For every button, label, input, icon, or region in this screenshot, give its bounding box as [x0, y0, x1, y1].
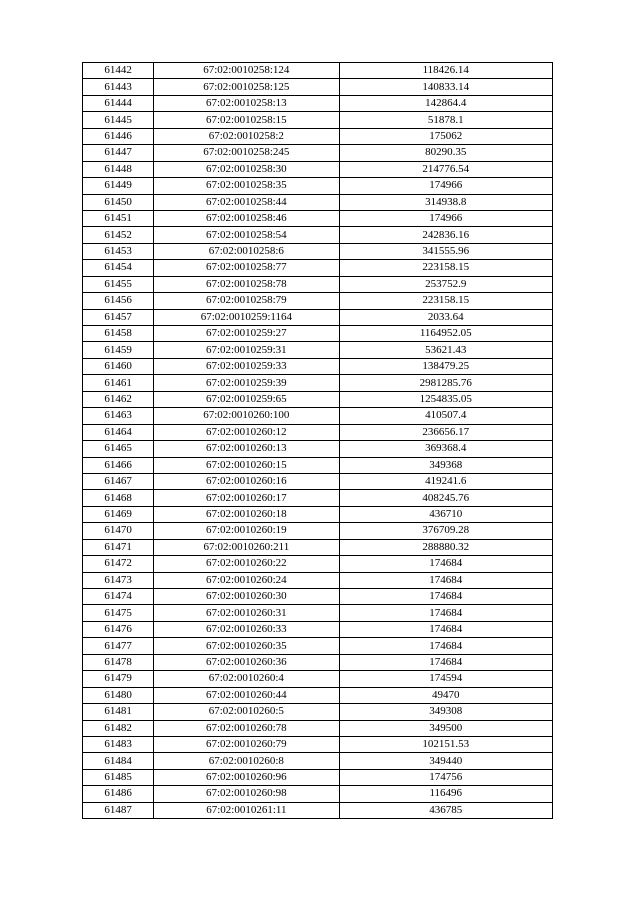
table-row: [83, 671, 553, 687]
value-cell: 341555.96: [339, 243, 552, 259]
cadastral-number-cell: 67:02:0010259:31: [154, 342, 339, 358]
table-row: [83, 408, 553, 424]
cadastral-number-cell: 67:02:0010260:98: [154, 786, 339, 802]
value-cell: 410507.4: [339, 408, 552, 424]
table-row: [83, 391, 553, 407]
value-cell: 174594: [339, 671, 552, 687]
table-row: [83, 572, 553, 588]
table-row: [83, 539, 553, 555]
cadastral-number-cell: 67:02:0010259:27: [154, 326, 339, 342]
table-row: [83, 802, 553, 818]
cadastral-number-cell: 67:02:0010260:19: [154, 523, 339, 539]
row-number-cell: 61459: [83, 342, 154, 358]
table-row: [83, 210, 553, 226]
value-cell: 253752.9: [339, 276, 552, 292]
cadastral-number-cell: 67:02:0010258:44: [154, 194, 339, 210]
value-cell: 419241.6: [339, 473, 552, 489]
row-number-cell: 61458: [83, 326, 154, 342]
row-number-cell: 61476: [83, 621, 154, 637]
cadastral-number-cell: 67:02:0010260:36: [154, 654, 339, 670]
table-row: [83, 112, 553, 128]
value-cell: 49470: [339, 687, 552, 703]
row-number-cell: 61481: [83, 704, 154, 720]
table-row: [83, 293, 553, 309]
value-cell: 140833.14: [339, 79, 552, 95]
cadastral-number-cell: 67:02:0010260:44: [154, 687, 339, 703]
value-cell: 174966: [339, 210, 552, 226]
cadastral-number-cell: 67:02:0010260:15: [154, 457, 339, 473]
cadastral-number-cell: 67:02:0010260:79: [154, 736, 339, 752]
row-number-cell: 61461: [83, 375, 154, 391]
row-number-cell: 61446: [83, 128, 154, 144]
cadastral-number-cell: 67:02:0010261:11: [154, 802, 339, 818]
table-row: [83, 309, 553, 325]
table-row: [83, 490, 553, 506]
cadastral-number-cell: 67:02:0010260:100: [154, 408, 339, 424]
value-cell: 349368: [339, 457, 552, 473]
cadastral-number-cell: 67:02:0010259:39: [154, 375, 339, 391]
value-cell: 174684: [339, 589, 552, 605]
cadastral-number-cell: 67:02:0010260:18: [154, 506, 339, 522]
row-number-cell: 61453: [83, 243, 154, 259]
value-cell: 116496: [339, 786, 552, 802]
cadastral-number-cell: 67:02:0010260:8: [154, 753, 339, 769]
table-row: [83, 276, 553, 292]
table-row: [83, 145, 553, 161]
row-number-cell: 61457: [83, 309, 154, 325]
value-cell: 436710: [339, 506, 552, 522]
table-row: [83, 194, 553, 210]
row-number-cell: 61472: [83, 556, 154, 572]
cadastral-number-cell: 67:02:0010260:24: [154, 572, 339, 588]
value-cell: 2033.64: [339, 309, 552, 325]
row-number-cell: 61448: [83, 161, 154, 177]
row-number-cell: 61454: [83, 260, 154, 276]
table-row: [83, 605, 553, 621]
table-row: [83, 687, 553, 703]
cadastral-number-cell: 67:02:0010260:78: [154, 720, 339, 736]
value-cell: 2981285.76: [339, 375, 552, 391]
table-row: [83, 227, 553, 243]
cadastral-number-cell: 67:02:0010260:17: [154, 490, 339, 506]
value-cell: 174684: [339, 638, 552, 654]
value-cell: 118426.14: [339, 63, 552, 79]
row-number-cell: 61479: [83, 671, 154, 687]
row-number-cell: 61444: [83, 95, 154, 111]
cadastral-number-cell: 67:02:0010260:30: [154, 589, 339, 605]
cadastral-number-cell: 67:02:0010260:35: [154, 638, 339, 654]
row-number-cell: 61452: [83, 227, 154, 243]
table-row: [83, 457, 553, 473]
value-cell: 349440: [339, 753, 552, 769]
value-cell: 223158.15: [339, 293, 552, 309]
table-row: [83, 95, 553, 111]
row-number-cell: 61456: [83, 293, 154, 309]
cadastral-number-cell: 67:02:0010258:125: [154, 79, 339, 95]
value-cell: 174684: [339, 621, 552, 637]
value-cell: 174684: [339, 556, 552, 572]
row-number-cell: 61470: [83, 523, 154, 539]
row-number-cell: 61468: [83, 490, 154, 506]
cadastral-number-cell: 67:02:0010260:211: [154, 539, 339, 555]
table-row: [83, 128, 553, 144]
cadastral-number-cell: 67:02:0010258:13: [154, 95, 339, 111]
value-cell: 138479.25: [339, 358, 552, 374]
cadastral-number-cell: 67:02:0010260:12: [154, 424, 339, 440]
cadastral-number-cell: 67:02:0010260:13: [154, 441, 339, 457]
row-number-cell: 61442: [83, 63, 154, 79]
value-cell: 376709.28: [339, 523, 552, 539]
table-row: [83, 638, 553, 654]
table-row: [83, 375, 553, 391]
table-row: [83, 556, 553, 572]
cadastral-number-cell: 67:02:0010259:1164: [154, 309, 339, 325]
value-cell: 314938.8: [339, 194, 552, 210]
value-cell: 174684: [339, 572, 552, 588]
row-number-cell: 61451: [83, 210, 154, 226]
value-cell: 436785: [339, 802, 552, 818]
cadastral-number-cell: 67:02:0010260:16: [154, 473, 339, 489]
row-number-cell: 61464: [83, 424, 154, 440]
value-cell: 1164952.05: [339, 326, 552, 342]
value-cell: 174684: [339, 605, 552, 621]
row-number-cell: 61477: [83, 638, 154, 654]
table-row: [83, 342, 553, 358]
cadastral-number-cell: 67:02:0010258:78: [154, 276, 339, 292]
row-number-cell: 61486: [83, 786, 154, 802]
row-number-cell: 61463: [83, 408, 154, 424]
value-cell: 53621.43: [339, 342, 552, 358]
cadastral-number-cell: 67:02:0010260:22: [154, 556, 339, 572]
value-cell: 1254835.05: [339, 391, 552, 407]
table-row: [83, 243, 553, 259]
value-cell: 408245.76: [339, 490, 552, 506]
value-cell: 174966: [339, 178, 552, 194]
table-row: [83, 523, 553, 539]
row-number-cell: 61450: [83, 194, 154, 210]
table-row: [83, 753, 553, 769]
cadastral-number-cell: 67:02:0010258:15: [154, 112, 339, 128]
cadastral-number-cell: 67:02:0010258:46: [154, 210, 339, 226]
cadastral-number-cell: 67:02:0010259:33: [154, 358, 339, 374]
cadastral-number-cell: 67:02:0010258:2: [154, 128, 339, 144]
table-row: [83, 178, 553, 194]
value-cell: 349500: [339, 720, 552, 736]
cadastral-number-cell: 67:02:0010260:4: [154, 671, 339, 687]
table-row: [83, 260, 553, 276]
table-row: [83, 769, 553, 785]
value-cell: 51878.1: [339, 112, 552, 128]
row-number-cell: 61447: [83, 145, 154, 161]
row-number-cell: 61478: [83, 654, 154, 670]
cadastral-number-cell: 67:02:0010258:35: [154, 178, 339, 194]
table-row: [83, 473, 553, 489]
table-row: [83, 424, 553, 440]
value-cell: 223158.15: [339, 260, 552, 276]
cadastral-number-cell: 67:02:0010259:65: [154, 391, 339, 407]
value-cell: 369368.4: [339, 441, 552, 457]
value-cell: 102151.53: [339, 736, 552, 752]
table-row: [83, 786, 553, 802]
table-row: [83, 441, 553, 457]
row-number-cell: 61455: [83, 276, 154, 292]
row-number-cell: 61483: [83, 736, 154, 752]
row-number-cell: 61484: [83, 753, 154, 769]
cadastral-number-cell: 67:02:0010258:54: [154, 227, 339, 243]
row-number-cell: 61487: [83, 802, 154, 818]
row-number-cell: 61467: [83, 473, 154, 489]
table-row: [83, 79, 553, 95]
table-row: [83, 63, 553, 79]
value-cell: 174684: [339, 654, 552, 670]
row-number-cell: 61465: [83, 441, 154, 457]
cadastral-number-cell: 67:02:0010258:245: [154, 145, 339, 161]
cadastral-number-cell: 67:02:0010258:30: [154, 161, 339, 177]
table-row: [83, 358, 553, 374]
row-number-cell: 61473: [83, 572, 154, 588]
row-number-cell: 61466: [83, 457, 154, 473]
cadastral-number-cell: 67:02:0010258:124: [154, 63, 339, 79]
cadastral-number-cell: 67:02:0010260:96: [154, 769, 339, 785]
value-cell: 174756: [339, 769, 552, 785]
table-body: [83, 63, 553, 819]
row-number-cell: 61462: [83, 391, 154, 407]
cadastral-number-cell: 67:02:0010258:79: [154, 293, 339, 309]
cadastral-number-cell: 67:02:0010260:5: [154, 704, 339, 720]
row-number-cell: 61443: [83, 79, 154, 95]
table-row: [83, 326, 553, 342]
cadastral-number-cell: 67:02:0010260:31: [154, 605, 339, 621]
row-number-cell: 61471: [83, 539, 154, 555]
value-cell: 142864.4: [339, 95, 552, 111]
row-number-cell: 61482: [83, 720, 154, 736]
value-cell: 242836.16: [339, 227, 552, 243]
cadastral-number-cell: 67:02:0010258:6: [154, 243, 339, 259]
table-row: [83, 654, 553, 670]
table-row: [83, 506, 553, 522]
table-row: [83, 161, 553, 177]
row-number-cell: 61445: [83, 112, 154, 128]
table-row: [83, 720, 553, 736]
row-number-cell: 61449: [83, 178, 154, 194]
row-number-cell: 61480: [83, 687, 154, 703]
table-row: [83, 704, 553, 720]
value-cell: 80290.35: [339, 145, 552, 161]
row-number-cell: 61474: [83, 589, 154, 605]
cadastral-number-cell: 67:02:0010258:77: [154, 260, 339, 276]
table-row: [83, 736, 553, 752]
value-cell: 214776.54: [339, 161, 552, 177]
row-number-cell: 61469: [83, 506, 154, 522]
table-row: [83, 589, 553, 605]
value-cell: 288880.32: [339, 539, 552, 555]
row-number-cell: 61460: [83, 358, 154, 374]
row-number-cell: 61475: [83, 605, 154, 621]
table-row: [83, 621, 553, 637]
cadastral-number-cell: 67:02:0010260:33: [154, 621, 339, 637]
cadastral-value-table: [82, 62, 553, 819]
row-number-cell: 61485: [83, 769, 154, 785]
value-cell: 175062: [339, 128, 552, 144]
value-cell: 349308: [339, 704, 552, 720]
value-cell: 236656.17: [339, 424, 552, 440]
